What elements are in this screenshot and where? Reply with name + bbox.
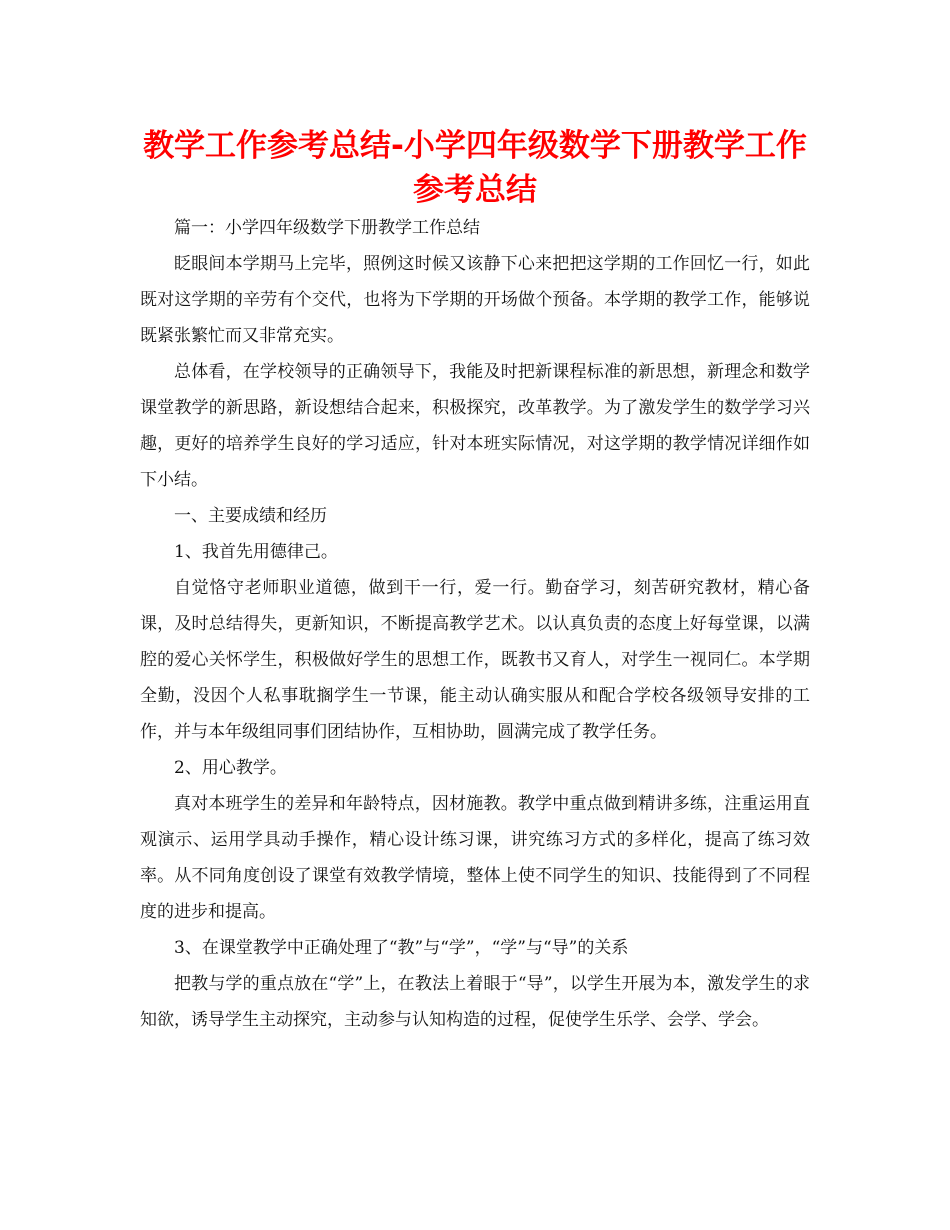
body-paragraph: 总体看，在学校领导的正确领导下，我能及时把新课程标准的新思想，新理念和数学课堂教学的新思路，新设想结合起来，积极探究，改革教学。为了激发学生的数学学习兴趣，更好的培养学生良好的学习适应，针对本班实际情况，对这学期的教学情况详细作如下小结。 (140, 362, 810, 490)
subsection-heading: 3、在课堂教学中正确处理了“教”与“学”，“学”与“导”的关系 (174, 938, 629, 958)
document-title-line-1: 教学工作参考总结-小学四年级数学下册教学工作 (143, 128, 807, 164)
body-paragraph: 把教与学的重点放在“学”上，在教法上着眼于“导”，以学生开展为本，激发学生的求知欲，诱导学生主动探究，主动参与认知构造的过程，促使学生乐学、会学、学会。 (140, 974, 810, 1030)
document-body (140, 210, 810, 1038)
document-title-line-2: 参考总结 (413, 172, 537, 208)
body-paragraph: 眨眼间本学期马上完毕，照例这时候又该静下心来把把这学期的工作回忆一行，如此既对这学期的辛劳有个交代，也将为下学期的开场做个预备。本学期的教学工作，能够说既紧张繁忙而又非常充实。 (140, 254, 810, 346)
subsection-heading: 2、用心教学。 (174, 758, 287, 778)
section-heading: 一、主要成绩和经历 (174, 506, 327, 526)
body-paragraph: 自觉恪守老师职业道德，做到干一行，爱一行。勤奋学习，刻苦研究教材，精心备课，及时总结得失，更新知识，不断提高教学艺术。以认真负责的态度上好每堂课，以满腔的爱心关怀学生，积极做好学生的思想工作，既教书又育人，对学生一视同仁。本学期全勤，没因个人私事耽搁学生一节课，能主动认确实服从和配合学校各级领导安排的工作，并与本年级组同事们团结协作，互相协助，圆满完成了教学任务。 (140, 578, 810, 742)
section-heading-part-one: 篇一：小学四年级数学下册教学工作总结 (174, 218, 480, 238)
subsection-heading: 1、我首先用德律己。 (174, 542, 338, 562)
body-paragraph: 真对本班学生的差异和年龄特点，因材施教。教学中重点做到精讲多练，注重运用直观演示、运用学具动手操作，精心设计练习课，讲究练习方式的多样化，提高了练习效率。从不同角度创设了课堂有效教学情境，整体上使不同学生的知识、技能得到了不同程度的进步和提高。 (140, 794, 810, 922)
